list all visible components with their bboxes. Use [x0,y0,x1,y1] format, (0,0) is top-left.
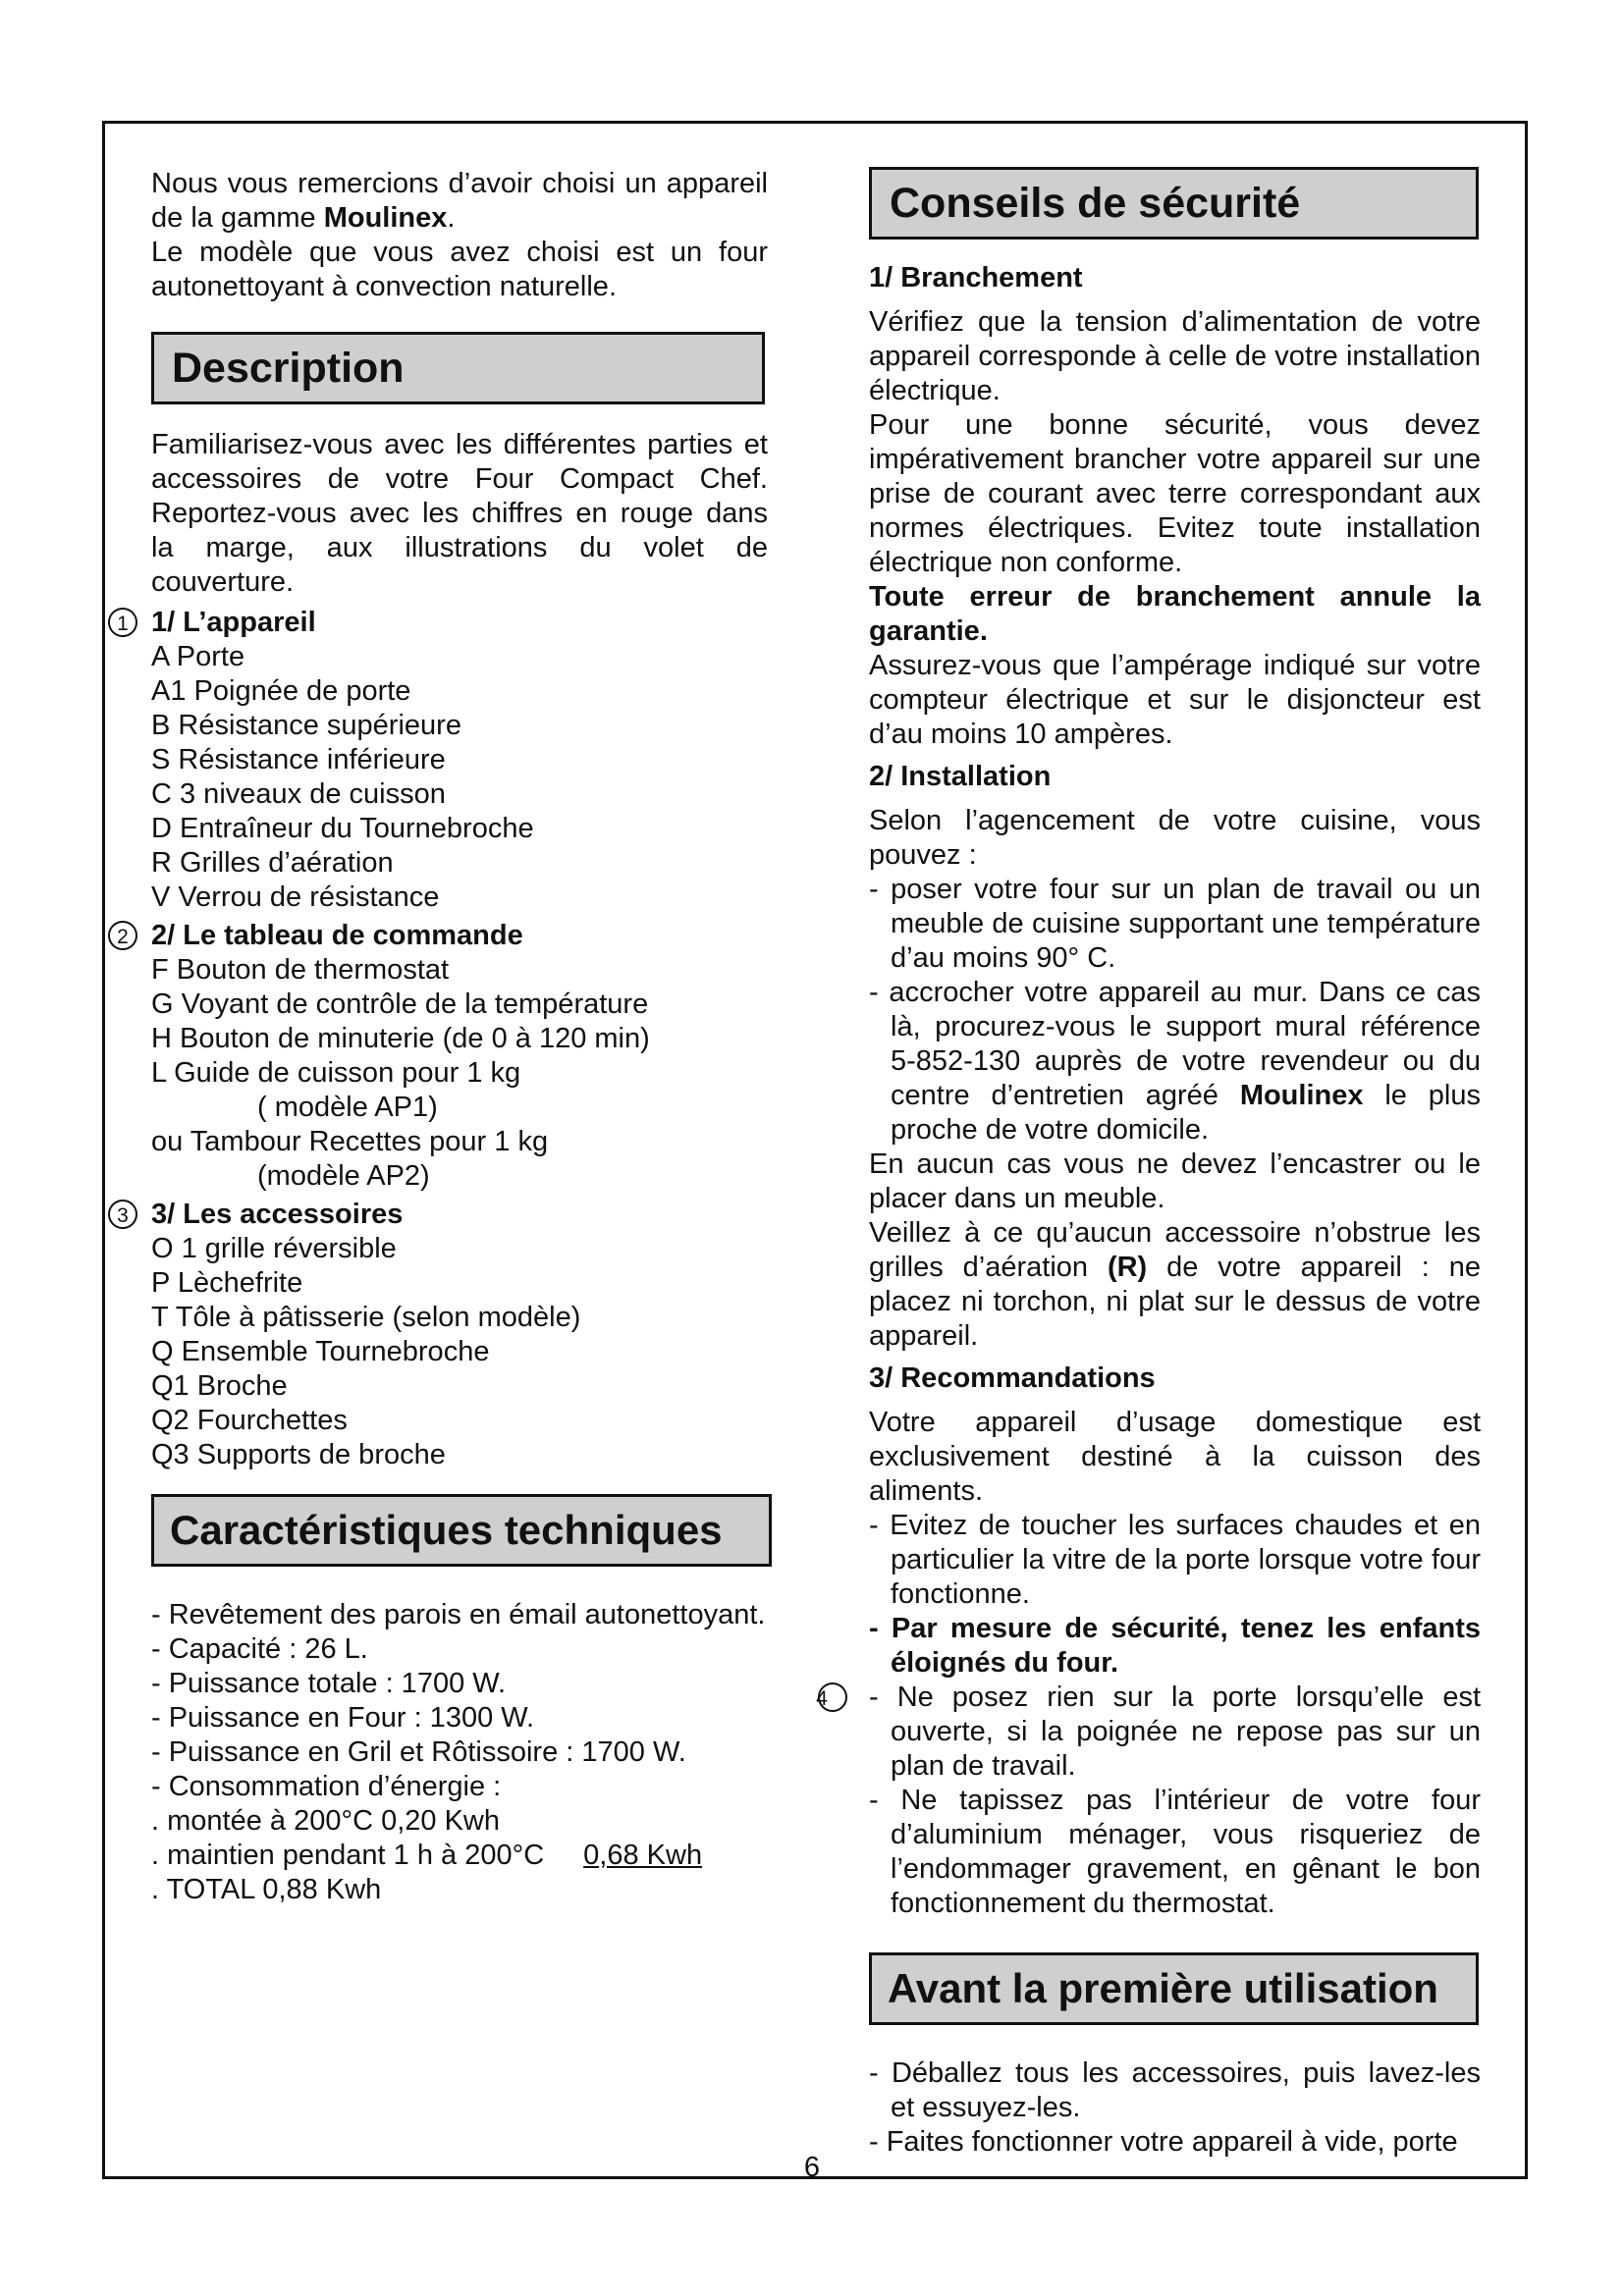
brand-name: Moulinex [1239,1080,1364,1111]
list-item: F Bouton de thermostat [151,954,450,986]
first-use-b2: - Faites fonctionner votre appareil à vide, porte [869,2126,1458,2158]
section-accessoires-title: 3 3/ Les accessoires [151,1198,768,1232]
section-appareil-list [151,640,768,915]
list-item: Q1 Broche [151,1370,288,1402]
list-item: ou Tambour Recettes pour 1 kg [151,1126,549,1157]
spec-item: - Revêtement des parois en émail autonettoyant. [151,1599,766,1630]
installation-title: 2/ Installation [869,761,1052,792]
spec-item: - Consommation d’énergie : [151,1771,502,1802]
marker-2: 2 [108,921,137,950]
list-item: Q2 Fourchettes [151,1405,348,1436]
recommandations-p1: Votre appareil d’usage domestique est exclusivement destiné à la cuisson des aliments. [869,1407,1481,1507]
branchement-p1: Vérifiez que la tension d’alimentation de votre appareil corresponde à celle de votre installation électrique. [869,306,1481,406]
specs-list [151,1598,768,1907]
list-item: R Grilles d’aération [151,847,394,879]
list-item: P Lèchefrite [151,1267,303,1299]
spec-item: - Puissance en Four : 1300 W. [151,1702,535,1734]
spec-item: . montée à 200°C 0,20 Kwh [151,1805,500,1837]
list-item: L Guide de cuisson pour 1 kg [151,1057,521,1089]
list-item: T Tôle à pâtisserie (selon modèle) [151,1302,581,1333]
left-column [117,167,768,1907]
section-accessoires-list [151,1232,768,1472]
list-item: V Verrou de résistance [151,881,440,913]
list-item: Q Ensemble Tournebroche [151,1336,490,1367]
list-item: (modèle AP2) [257,1160,430,1192]
installation-p1: Selon l’agencement de votre cuisine, vous pouvez : [869,805,1481,871]
branchement-p3: Assurez-vous que l’ampérage indiqué sur votre compteur électrique et sur le disjoncteur est d’au moins 10 ampères. [869,650,1481,750]
installation-b1: - poser votre four sur un plan de travail ou un meuble de cuisine supportant une température d’au moins 90° C. [869,874,1481,974]
section-appareil-title: 1 1/ L’appareil [151,606,768,640]
section-commande-title: 2 2/ Le tableau de commande [151,919,768,953]
spec-item-maintien: . maintien pendant 1 h à 200°C 0,68 Kwh [151,1840,703,1871]
description-intro: Familiarisez-vous avec les différentes parties et accessoires de votre Four Compact Chef. Reportez-vous avec les chiffres en rouge dans la marge, aux illustrations du volet de couverture. [151,429,768,598]
list-item: ( modèle AP1) [257,1092,438,1123]
section-commande-list [151,953,768,1194]
list-item: H Bouton de minuterie (de 0 à 120 min) [151,1023,650,1054]
marker-3: 3 [108,1200,137,1229]
recommandations-b1: - Evitez de toucher les surfaces chaudes et en particulier la vitre de la porte lorsque votre four fonctionne. [869,1510,1481,1610]
recommandations-b3: 4 - Ne posez rien sur la porte lorsqu’elle est ouverte, si la poignée ne repose pas sur un plan de travail. [816,1682,1481,1782]
recommandations-b4: - Ne tapissez pas l’intérieur de votre four d’aluminium ménager, vous risqueriez de l’endommager gravement, en gênant le bon fonctionnement du thermostat. [869,1785,1481,1919]
branchement-p2: Pour une bonne sécurité, vous devez impérativement brancher votre appareil sur une prise de courant avec terre correspondant aux normes électriques. Evitez toute installation électrique non conforme. [869,409,1481,578]
list-item: C 3 niveaux de cuisson [151,778,446,810]
page-number: 6 [803,2152,821,2183]
description-heading: Description [151,332,765,404]
specs-heading: Caractéristiques techniques [151,1494,772,1567]
recommandations-title: 3/ Recommandations [869,1362,1156,1394]
list-item: Q3 Supports de broche [151,1439,446,1470]
list-item: G Voyant de contrôle de la température [151,988,649,1020]
list-item: A1 Poignée de porte [151,675,411,707]
spec-item: - Capacité : 26 L. [151,1633,368,1665]
brand-name: Moulinex [323,202,448,234]
intro-paragraph: Nous vous remercions d’avoir choisi un appareil de la gamme Moulinex. [151,168,768,234]
installation-p2: En aucun cas vous ne devez l’encastrer ou le placer dans un meuble. [869,1148,1481,1214]
right-column [816,167,1481,2160]
branchement-warning: Toute erreur de branchement annule la garantie. [869,581,1481,647]
list-item: O 1 grille réversible [151,1233,397,1264]
recommandations-b2: - Par mesure de sécurité, tenez les enfants éloignés du four. [869,1613,1481,1679]
spec-item-total: . TOTAL 0,88 Kwh [151,1874,382,1905]
list-item: A Porte [151,641,245,672]
list-item: D Entraîneur du Tournebroche [151,813,534,844]
marker-1: 1 [108,608,137,637]
installation-b2: - accrocher votre appareil au mur. Dans ce cas là, procurez-vous le support mural référence 5-852-130 auprès de votre revendeur ou du centre d’entretien agréé Moulinex le plus proche de votre domicile. [869,977,1481,1146]
spec-item: - Puissance totale : 1700 W. [151,1668,507,1699]
installation-p3: Veillez à ce qu’aucun accessoire n’obstrue les grilles d’aération (R) de votre appareil : ne placez ni torchon, ni plat sur le dessus de votre appareil. [869,1217,1481,1352]
safety-heading: Conseils de sécurité [869,167,1479,240]
branchement-title: 1/ Branchement [869,262,1083,294]
maintien-value: 0,68 Kwh [583,1840,703,1871]
marker-4: 4 [818,1682,847,1712]
intro-paragraph-2: Le modèle que vous avez choisi est un four autonettoyant à convection naturelle. [151,237,768,302]
first-use-b1: - Déballez tous les accessoires, puis lavez-les et essuyez-les. [869,2057,1481,2123]
first-use-heading: Avant la première utilisation [869,1952,1479,2025]
list-item: B Résistance supérieure [151,710,461,741]
spec-item: - Puissance en Gril et Rôtissoire : 1700 W. [151,1736,686,1768]
list-item: S Résistance inférieure [151,744,446,775]
